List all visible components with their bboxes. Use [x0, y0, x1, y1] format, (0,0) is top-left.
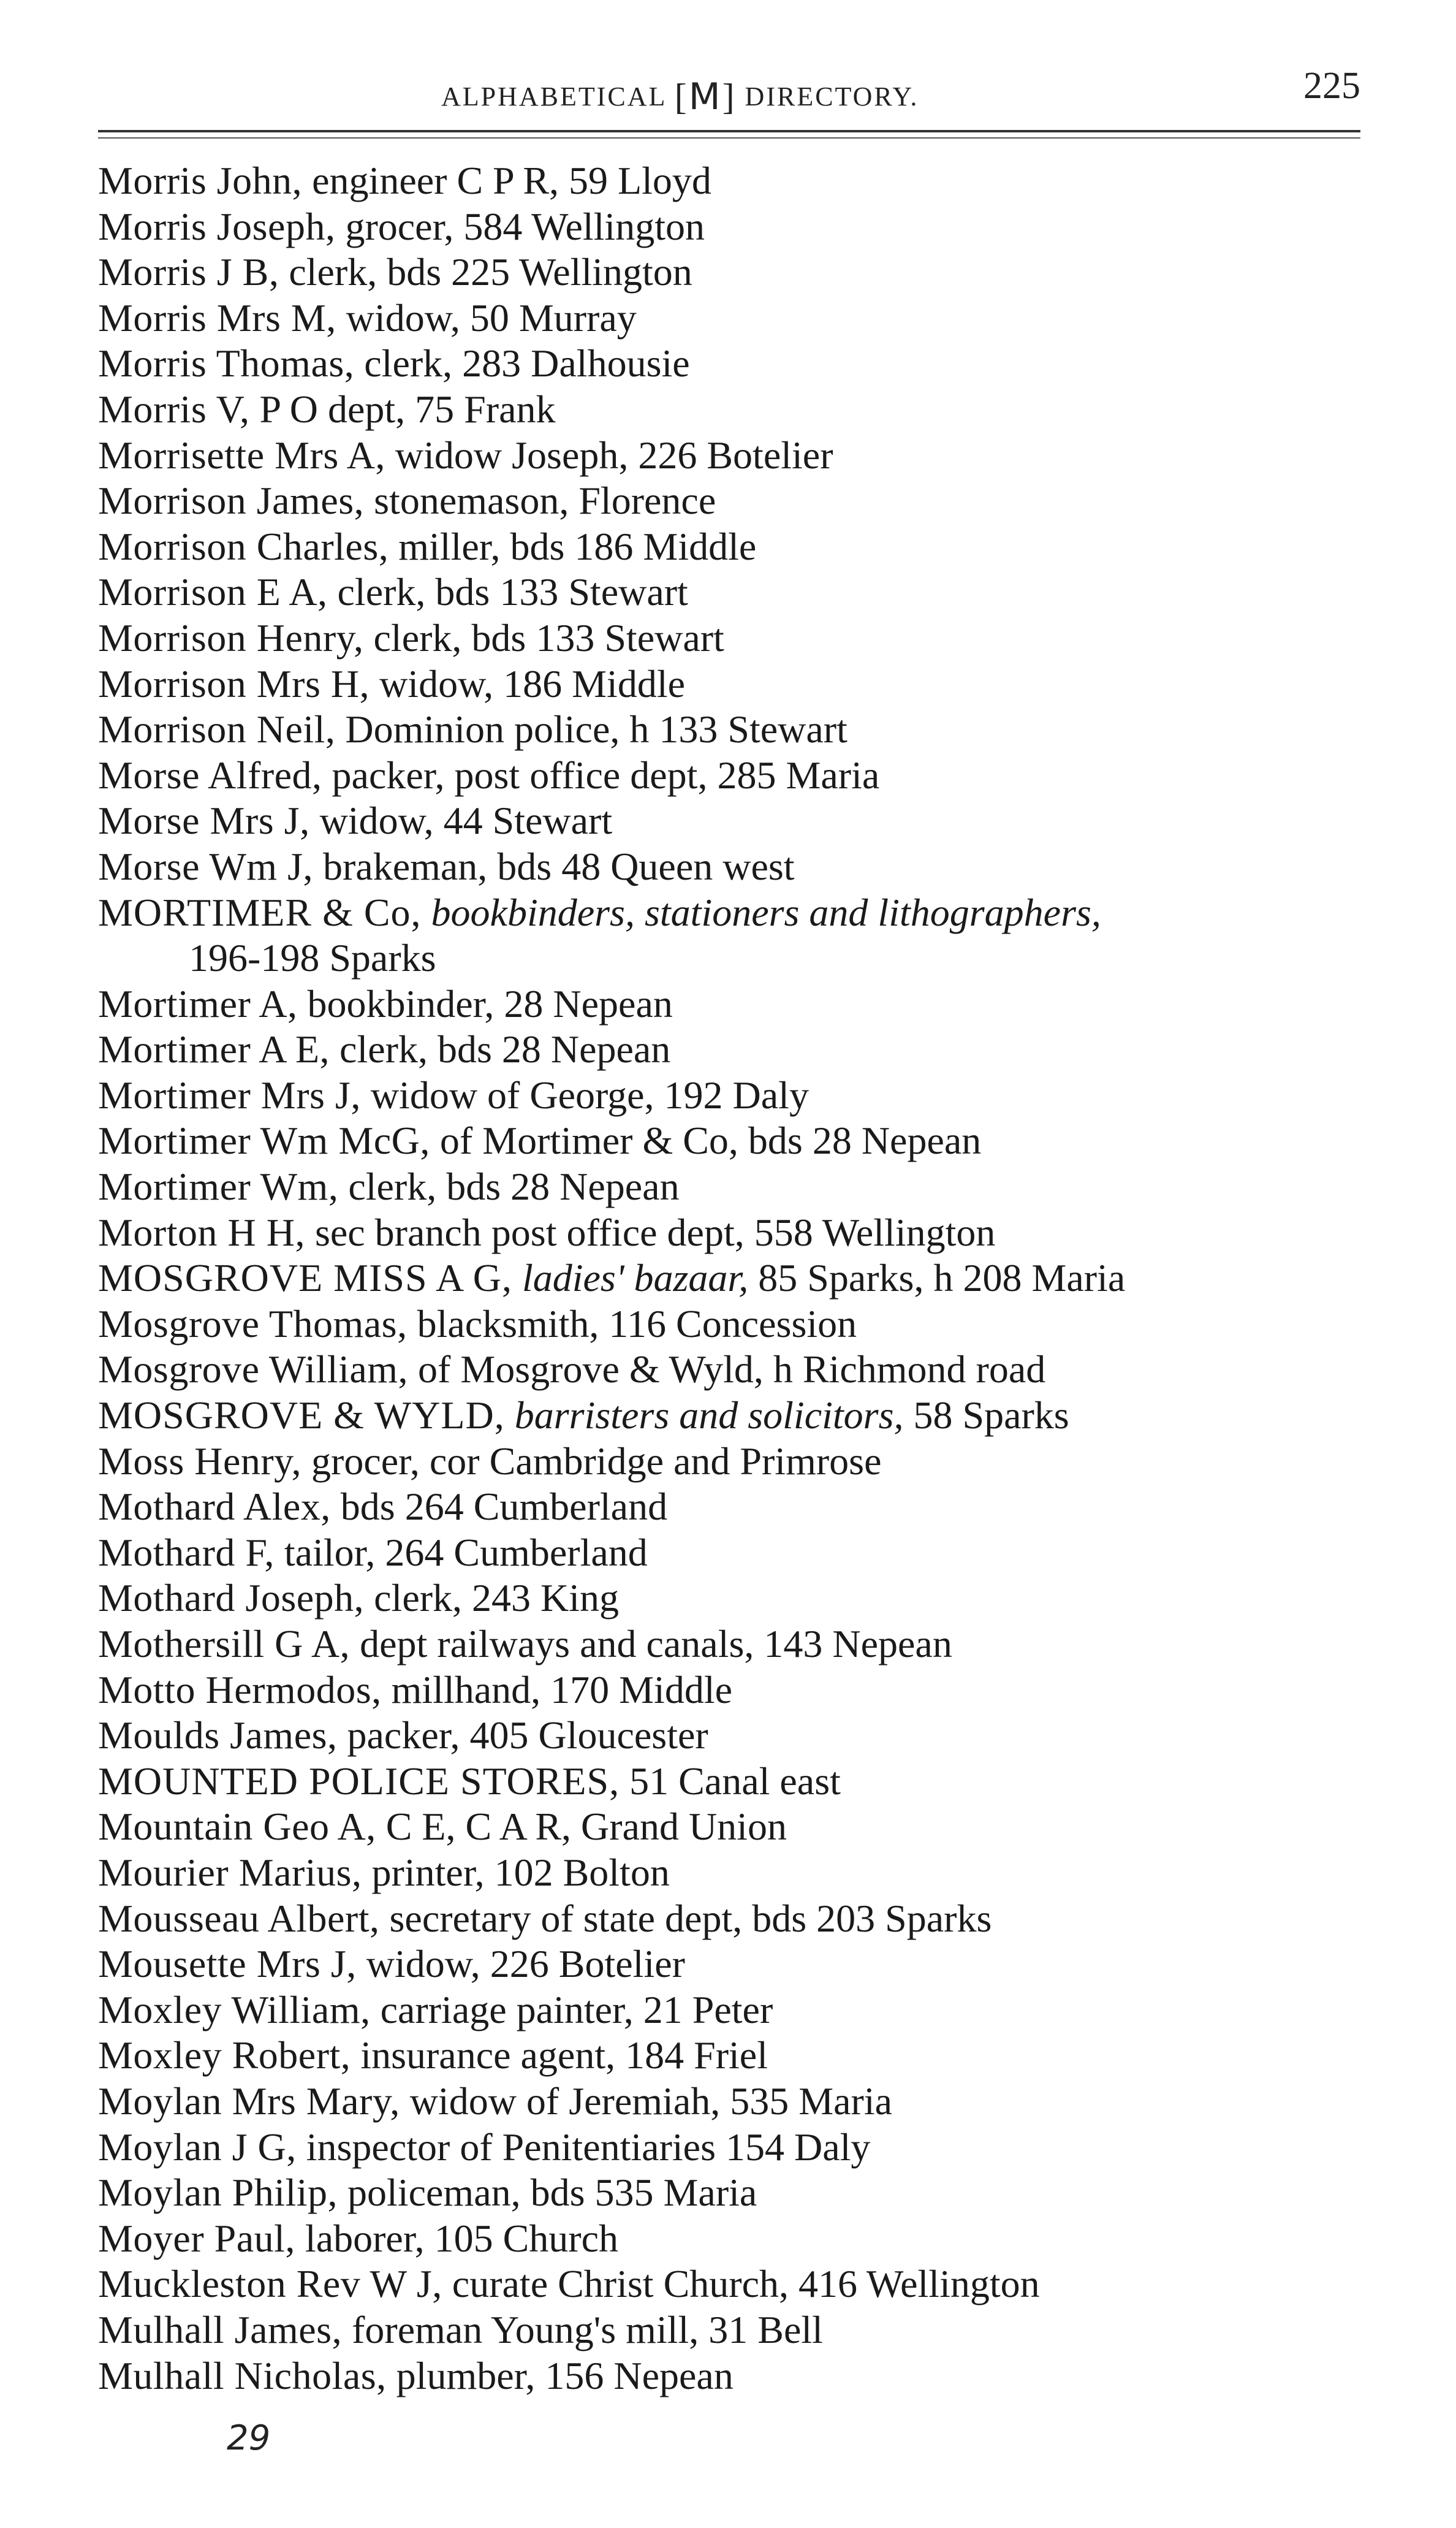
entry-name: Mothersill G A, [98, 1622, 351, 1666]
entry-details: clerk, 283 Dalhousie [354, 341, 690, 386]
entry-name: Morrison E A, [98, 570, 328, 614]
page-header [98, 64, 1360, 118]
entry-details: grocer, cor Cambridge and Primrose [301, 1439, 882, 1483]
entry-name: MOSGROVE & WYLD, [98, 1393, 505, 1437]
entry-name: Mortimer Wm, [98, 1165, 339, 1209]
entry-details: laborer, 105 Church [295, 2216, 618, 2260]
entry-details: clerk, bds 133 Stewart [363, 615, 724, 660]
entry-name: MOUNTED POLICE STORES, [98, 1759, 620, 1803]
entry-name: Morris V, [98, 387, 250, 431]
header-rule-thick [98, 130, 1360, 132]
entry-details: bookbinder, 28 Nepean [297, 981, 673, 1026]
title-left: ALPHABETICAL [441, 82, 666, 112]
directory-entry [98, 1301, 1373, 1347]
directory-entry [98, 2079, 1373, 2125]
entry-name: Mortimer Mrs J, [98, 1073, 361, 1117]
directory-entry [98, 2353, 1373, 2399]
entry-name: Moulds James, [98, 1713, 338, 1757]
entry-name: Mothard Alex, [98, 1485, 331, 1529]
entry-name: Morrison Mrs H, [98, 661, 370, 706]
entry-details: widow Joseph, 226 Botelier [385, 433, 833, 477]
entry-details: clerk, 243 King [364, 1576, 620, 1620]
entry-continuation: 196-198 Sparks [189, 936, 436, 980]
entry-details: dept railways and canals, 143 Nepean [350, 1622, 952, 1666]
directory-entry [98, 1850, 1373, 1896]
entry-details: clerk, bds 28 Nepean [338, 1165, 680, 1209]
entry-details: P O dept, 75 Frank [249, 387, 556, 431]
entry-name: Mourier Marius, [98, 1850, 362, 1894]
entry-details: clerk, bds 28 Nepean [330, 1027, 671, 1072]
entry-name: Morris Mrs M, [98, 295, 336, 340]
signature-mark: 29 [227, 2418, 271, 2458]
entry-details: plumber, 156 Nepean [386, 2353, 734, 2397]
entry-details: stonemason, Florence [364, 479, 716, 523]
entry-name: Moylan Mrs Mary, [98, 2079, 400, 2123]
entry-details: 85 Sparks, h 208 Maria [748, 1256, 1126, 1300]
entry-name: Morton H H, [98, 1210, 305, 1254]
entry-name: Morrison Neil, [98, 707, 336, 752]
directory-entry [98, 204, 1373, 250]
directory-entry [98, 1759, 1373, 1805]
entry-name: Moxley Robert, [98, 2033, 351, 2077]
directory-entries [98, 158, 1373, 2399]
page-number: 225 [1303, 65, 1360, 107]
entry-mosgrove-miss [98, 1255, 1373, 1301]
directory-entry [98, 295, 1373, 341]
directory-entry [98, 1667, 1373, 1713]
entry-name: Morrison Henry, [98, 615, 364, 660]
directory-entry [98, 1804, 1373, 1850]
entry-details: carriage painter, 21 Peter [370, 1987, 773, 2031]
directory-entry [98, 615, 1373, 661]
entry-name: Morrisette Mrs A, [98, 433, 385, 477]
entry-name: Morris John, [98, 159, 303, 202]
entry-details: 58 Sparks [903, 1393, 1069, 1437]
directory-entry [98, 981, 1373, 1027]
entry-name: Mortimer Wm McG, [98, 1119, 430, 1163]
entry-details: of Mosgrove & Wyld, h Richmond road [408, 1347, 1046, 1392]
directory-entry [98, 2170, 1373, 2216]
entry-name: Moxley William, [98, 1987, 371, 2031]
entry-name: MOSGROVE MISS A G, [98, 1256, 512, 1300]
entry-business: ladies' bazaar, [512, 1256, 749, 1300]
entry-business: barristers and solicitors, [504, 1393, 904, 1437]
directory-entry [98, 2261, 1373, 2307]
directory-entry [98, 844, 1373, 890]
entry-details: tailor, 264 Cumberland [274, 1530, 648, 1574]
entry-name: Mountain Geo A, [98, 1805, 376, 1849]
directory-entry [98, 387, 1373, 433]
directory-entry [98, 2216, 1373, 2262]
entry-name: MORTIMER & Co, [98, 890, 422, 934]
directory-entry [98, 433, 1373, 479]
directory-entry [98, 569, 1373, 615]
directory-entry [98, 249, 1373, 295]
entry-name: Mosgrove Thomas, [98, 1301, 408, 1346]
entry-details: clerk, bds 225 Wellington [279, 250, 692, 294]
entry-name: Mortimer A E, [98, 1027, 330, 1072]
header-rule-thin [98, 137, 1360, 139]
entry-details: C E, C A R, Grand Union [376, 1805, 787, 1849]
directory-entry [98, 2125, 1373, 2171]
entry-details: printer, 102 Bolton [362, 1850, 670, 1894]
directory-entry [98, 158, 1373, 204]
entry-details: bds 264 Cumberland [330, 1485, 668, 1529]
directory-entry [98, 1164, 1373, 1210]
entry-details: foreman Young's mill, 31 Bell [342, 2307, 823, 2351]
entry-details: policeman, bds 535 Maria [338, 2171, 757, 2215]
entry-details: widow, 186 Middle [370, 661, 685, 706]
title-right: DIRECTORY. [745, 82, 919, 112]
entry-details: Dominion police, h 133 Stewart [335, 707, 847, 752]
entry-name: Muckleston Rev W J, [98, 2262, 442, 2306]
directory-entry [98, 1027, 1373, 1073]
directory-entry [98, 478, 1373, 524]
directory-entry [98, 661, 1373, 707]
directory-entry [98, 1484, 1373, 1530]
directory-entry [98, 1987, 1373, 2033]
entry-name: Moyer Paul, [98, 2216, 295, 2260]
entry-mosgrove-wyld [98, 1393, 1373, 1439]
directory-entry [98, 1347, 1373, 1393]
directory-entry [98, 798, 1373, 844]
entry-details: of Mortimer & Co, bds 28 Nepean [430, 1119, 982, 1163]
entry-name: Mothard F, [98, 1530, 275, 1574]
directory-entry [98, 1621, 1373, 1667]
entry-details: brakeman, bds 48 Queen west [313, 844, 795, 888]
entry-mortimer-co [98, 890, 1373, 981]
entry-details: secretary of state dept, bds 203 Sparks [379, 1896, 992, 1940]
entry-name: Mothard Joseph, [98, 1576, 365, 1620]
entry-name: Morris Joseph, [98, 204, 336, 248]
entry-details: insurance agent, 184 Friel [351, 2033, 768, 2077]
entry-name: Morrison Charles, [98, 524, 389, 568]
directory-entry [98, 1118, 1373, 1164]
entry-details: packer, 405 Gloucester [337, 1713, 708, 1757]
entry-details: widow of Jeremiah, 535 Maria [400, 2079, 893, 2123]
entry-name: Mousseau Albert, [98, 1896, 380, 1940]
entry-name: Mosgrove William, [98, 1347, 409, 1392]
entry-name: Morse Mrs J, [98, 799, 310, 843]
entry-name: Motto Hermodos, [98, 1667, 382, 1711]
entry-details: sec branch post office dept, 558 Wellington [305, 1210, 996, 1254]
directory-entry [98, 2033, 1373, 2079]
directory-entry [98, 1073, 1373, 1119]
directory-entry [98, 2307, 1373, 2353]
directory-entry [98, 753, 1373, 799]
directory-entry [98, 1530, 1373, 1576]
directory-entry [98, 1896, 1373, 1942]
entry-details: grocer, 584 Wellington [335, 204, 705, 248]
directory-entry [98, 524, 1373, 570]
entry-name: Mortimer A, [98, 981, 298, 1026]
entry-details: curate Christ Church, 416 Wellington [442, 2262, 1040, 2306]
section-letter: M [688, 75, 722, 118]
entry-details: packer, post office dept, 285 Maria [322, 753, 880, 797]
directory-entry [98, 1941, 1373, 1987]
entry-name: Mulhall Nicholas, [98, 2353, 387, 2397]
entry-name: Mulhall James, [98, 2307, 343, 2351]
entry-details: clerk, bds 133 Stewart [327, 570, 688, 614]
entry-details: widow of George, 192 Daly [360, 1073, 809, 1117]
directory-entry [98, 707, 1373, 753]
entry-details: 51 Canal east [620, 1759, 841, 1803]
entry-name: Moss Henry, [98, 1439, 301, 1483]
entry-name: Morris J B, [98, 250, 279, 294]
entry-name: Morse Alfred, [98, 753, 322, 797]
directory-entry [98, 1439, 1373, 1485]
directory-entry [98, 1575, 1373, 1621]
running-title [441, 75, 919, 118]
entry-business: bookbinders, stationers and lithographers, [421, 890, 1101, 934]
entry-name: Morse Wm J, [98, 844, 313, 888]
entry-details: miller, bds 186 Middle [389, 524, 757, 568]
bracket-open: [ [674, 77, 689, 117]
directory-entry [98, 1210, 1373, 1256]
entry-details: widow, 50 Murray [336, 295, 637, 340]
entry-details: inspector of Penitentiaries 154 Daly [296, 2125, 871, 2169]
directory-entry [98, 1713, 1373, 1759]
entry-details: millhand, 170 Middle [381, 1667, 732, 1711]
entry-name: Morris Thomas, [98, 341, 355, 386]
entry-name: Mousette Mrs J, [98, 1942, 357, 1986]
entry-details: engineer C P R, 59 Lloyd [302, 159, 711, 202]
entry-details: widow, 44 Stewart [309, 799, 613, 843]
bracket-close: ] [722, 77, 737, 117]
entry-details: widow, 226 Botelier [356, 1942, 685, 1986]
entry-details: blacksmith, 116 Concession [407, 1301, 857, 1346]
directory-entry [98, 341, 1373, 387]
entry-name: Morrison James, [98, 479, 365, 523]
entry-name: Moylan Philip, [98, 2171, 338, 2215]
entry-name: Moylan J G, [98, 2125, 297, 2169]
